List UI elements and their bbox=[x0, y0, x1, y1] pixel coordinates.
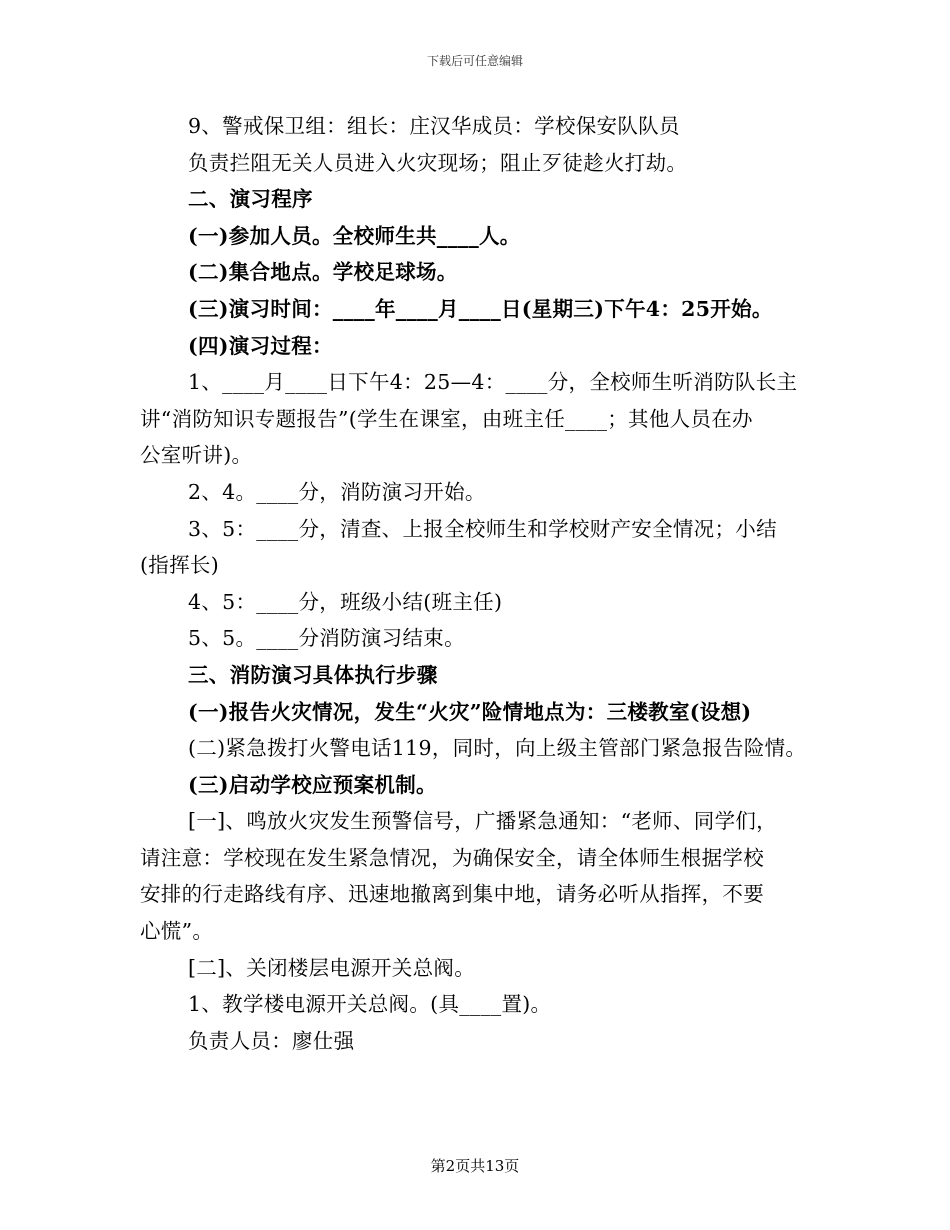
text-line: (一)报告火灾情况，发生“火灾”险情地点为：三楼教室(设想) bbox=[188, 699, 752, 724]
page-header: 下载后可任意编辑 bbox=[426, 54, 523, 68]
text-line: 1、教学楼电源开关总阀。(具____置)。 bbox=[188, 992, 552, 1017]
text-line: [二]、关闭楼层电源开关总阀。 bbox=[188, 955, 475, 980]
text-line: 负责人员：廖仕强 bbox=[188, 1028, 355, 1053]
page-footer: 第2页共13页 bbox=[430, 1157, 520, 1175]
text-line: (二)紧急拨打火警电话119，同时，向上级主管部门紧急报告险情。 bbox=[188, 736, 807, 761]
text-line: (三)演习时间：____年____月____日(星期三)下午4：25开始。 bbox=[188, 296, 773, 321]
text-line: 公室听讲)。 bbox=[140, 443, 253, 468]
text-line: 三、消防演习具体执行步骤 bbox=[188, 662, 438, 687]
document-body bbox=[140, 108, 840, 1059]
text-line: 9、警戒保卫组：组长：庄汉华成员：学校保安队队员 bbox=[188, 114, 680, 138]
text-line: (三)启动学校应预案机制。 bbox=[188, 772, 437, 797]
text-line: 负责拦阻无关人员进入火灾现场；阻止歹徒趁火打劫。 bbox=[188, 150, 688, 175]
text-line: 请注意：学校现在发生紧急情况，为确保安全，请全体师生根据学校 bbox=[140, 845, 764, 870]
text-line: [一]、鸣放火灾发生预警信号，广播紧急通知：“老师、同学们， bbox=[188, 809, 777, 834]
text-line: 3、5：____分，清查、上报全校师生和学校财产安全情况；小结 bbox=[188, 516, 777, 541]
text-line: 2、4。____分，消防演习开始。 bbox=[188, 479, 486, 504]
text-line: 1、____月____日下午4：25—4：____分，全校师生听消防队长主 bbox=[188, 370, 798, 395]
text-line: 5、5。____分消防演习结束。 bbox=[188, 626, 465, 651]
text-line: 讲“消防知识专题报告”(学生在课室，由班主任____；其他人员在办 bbox=[140, 406, 753, 431]
text-line: 二、演习程序 bbox=[188, 187, 313, 212]
text-line: (指挥长) bbox=[140, 553, 219, 578]
text-line: 4、5：____分，班级小结(班主任) bbox=[188, 589, 503, 614]
text-line: (二)集合地点。学校足球场。 bbox=[188, 260, 458, 285]
text-line: (四)演习过程： bbox=[188, 333, 333, 358]
text-line: (一)参加人员。全校师生共____人。 bbox=[188, 223, 521, 248]
text-line: 心慌”。 bbox=[140, 919, 214, 944]
text-line: 安排的行走路线有序、迅速地撤离到集中地，请务必听从指挥，不要 bbox=[140, 882, 764, 907]
